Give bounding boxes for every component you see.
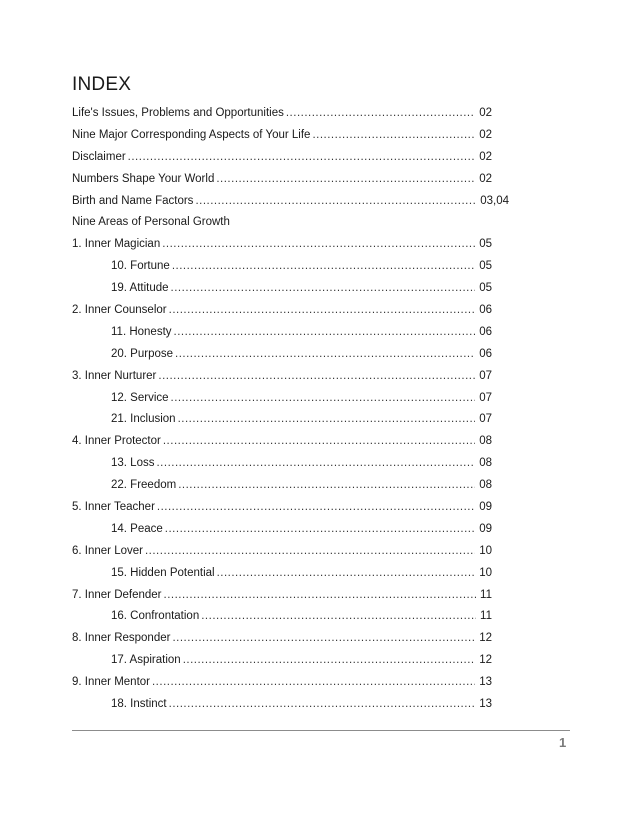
dot-leader — [183, 650, 476, 672]
toc-subentry[interactable] — [72, 694, 492, 716]
toc-entry-page: 03,04 — [480, 194, 509, 207]
toc-subentry[interactable] — [72, 409, 492, 431]
toc-subentry-page: 07 — [479, 413, 492, 426]
dot-leader — [165, 519, 475, 541]
toc-entry-page: 02 — [479, 150, 492, 163]
toc-entry[interactable] — [72, 103, 492, 125]
toc-subentry[interactable] — [72, 606, 492, 628]
toc-entry[interactable] — [72, 147, 492, 169]
footer-divider — [72, 730, 570, 731]
dot-leader — [312, 125, 475, 147]
toc-subentry-page: 06 — [479, 325, 492, 338]
toc-subentry[interactable] — [72, 453, 492, 475]
toc-entry[interactable] — [72, 300, 492, 322]
toc-entry-label: 5. Inner Teacher — [72, 501, 155, 514]
toc-subentry-label: 17. Aspiration — [111, 654, 181, 667]
dot-leader — [171, 278, 476, 300]
toc-entry-page: 07 — [479, 369, 492, 382]
page-title: INDEX — [72, 74, 132, 95]
toc-subentry-page: 08 — [479, 457, 492, 470]
dot-leader — [156, 453, 475, 475]
toc-entry-page: 13 — [479, 676, 492, 689]
toc-subentry[interactable] — [72, 278, 492, 300]
toc-entry[interactable] — [72, 234, 492, 256]
dot-leader — [201, 606, 476, 628]
toc-subentry[interactable] — [72, 650, 492, 672]
dot-leader — [163, 431, 475, 453]
toc-entry-page: 08 — [479, 435, 492, 448]
dot-leader — [157, 497, 475, 519]
dot-leader — [195, 191, 476, 213]
dot-leader — [169, 694, 476, 716]
toc-entry[interactable] — [72, 169, 492, 191]
toc-entry[interactable] — [72, 497, 492, 519]
page-number: 1 — [559, 735, 567, 750]
toc-subentry-label: 16. Confrontation — [111, 610, 200, 623]
toc-entry-label: 6. Inner Lover — [72, 544, 143, 557]
toc-subentry-label: 20. Purpose — [111, 347, 174, 360]
toc-entry-label: Birth and Name Factors — [72, 194, 194, 207]
toc-entry-page: 05 — [479, 238, 492, 251]
toc-subentry[interactable] — [72, 256, 492, 278]
toc-entry-label: 8. Inner Responder — [72, 632, 171, 645]
toc-subentry[interactable] — [72, 344, 492, 366]
dot-leader — [169, 300, 476, 322]
dot-leader — [152, 672, 475, 694]
toc-entry[interactable] — [72, 125, 492, 147]
toc-entry-label: 4. Inner Protector — [72, 435, 161, 448]
toc-subentry-page: 09 — [479, 522, 492, 535]
toc-entry-label: Nine Major Corresponding Aspects of Your Life — [72, 128, 311, 141]
toc-subentry-page: 11 — [480, 610, 492, 623]
toc-subentry-label: 11. Honesty — [111, 325, 172, 338]
dot-leader — [164, 585, 477, 607]
toc-entry-page: 02 — [479, 172, 492, 185]
dot-leader — [172, 628, 475, 650]
toc-subentry-label: 15. Hidden Potential — [111, 566, 215, 579]
toc-section-heading — [72, 212, 492, 234]
toc-subentry-label: 19. Attitude — [111, 282, 169, 295]
toc-subentry[interactable] — [72, 475, 492, 497]
dot-leader — [286, 103, 475, 125]
dot-leader — [158, 366, 475, 388]
dot-leader — [145, 541, 475, 563]
toc-subentry-label: 21. Inclusion — [111, 413, 176, 426]
dot-leader — [171, 388, 476, 410]
toc-subentry-label: 14. Peace — [111, 522, 163, 535]
toc-subentry-label: 22. Freedom — [111, 479, 177, 492]
toc-subentry-label: 12. Service — [111, 391, 169, 404]
toc-entry-label: Life's Issues, Problems and Opportunities — [72, 107, 284, 119]
toc-entry-page: 06 — [479, 304, 492, 317]
toc-subentry-page: 05 — [479, 260, 492, 273]
toc-entry-label: Disclaimer — [72, 150, 126, 163]
dot-leader — [128, 147, 476, 169]
toc-entry-page: 02 — [479, 107, 492, 119]
toc-entry-label: Numbers Shape Your World — [72, 172, 215, 185]
toc-subentry[interactable] — [72, 519, 492, 541]
toc-entry-label: 3. Inner Nurturer — [72, 369, 157, 382]
toc-entry-label: 1. Inner Magician — [72, 238, 161, 251]
toc-entry-label: 7. Inner Defender — [72, 588, 162, 601]
dot-leader — [174, 322, 476, 344]
toc-subentry-label: 10. Fortune — [111, 260, 170, 273]
toc-entry-page: 12 — [479, 632, 492, 645]
toc-entry[interactable] — [72, 541, 492, 563]
toc-entry[interactable] — [72, 628, 492, 650]
toc-subentry[interactable] — [72, 322, 492, 344]
toc-entry[interactable] — [72, 366, 492, 388]
toc-entry-page: 09 — [479, 501, 492, 514]
toc-entry-label: 2. Inner Counselor — [72, 304, 167, 317]
toc-entry[interactable] — [72, 431, 492, 453]
dot-leader — [162, 234, 475, 256]
toc-subentry-page: 05 — [479, 282, 492, 295]
toc-entry[interactable] — [72, 191, 509, 213]
dot-leader — [172, 256, 475, 278]
dot-leader — [216, 169, 475, 191]
toc-subentry[interactable] — [72, 388, 492, 410]
toc-subentry-label: 13. Loss — [111, 457, 155, 470]
toc-entry-page: 10 — [479, 544, 492, 557]
dot-leader — [178, 475, 475, 497]
toc-subentry-page: 08 — [479, 479, 492, 492]
toc-subentry-page: 12 — [479, 654, 492, 667]
toc-entry[interactable] — [72, 585, 492, 607]
toc-entry-label: 9. Inner Mentor — [72, 676, 150, 689]
toc-subentry-label: 18. Instinct — [111, 698, 167, 711]
dot-leader — [178, 409, 476, 431]
toc-entry[interactable] — [72, 672, 492, 694]
toc-entry-page: 02 — [479, 128, 492, 141]
toc-subentry-page: 13 — [479, 698, 492, 711]
dot-leader — [217, 563, 476, 585]
dot-leader — [175, 344, 475, 366]
toc-entry-page: 11 — [480, 588, 492, 601]
toc-section-heading-label: Nine Areas of Personal Growth — [72, 216, 230, 229]
toc-subentry[interactable] — [72, 563, 492, 585]
toc-subentry-page: 10 — [479, 566, 492, 579]
table-of-contents — [72, 103, 509, 716]
toc-subentry-page: 07 — [479, 391, 492, 404]
toc-subentry-page: 06 — [479, 347, 492, 360]
